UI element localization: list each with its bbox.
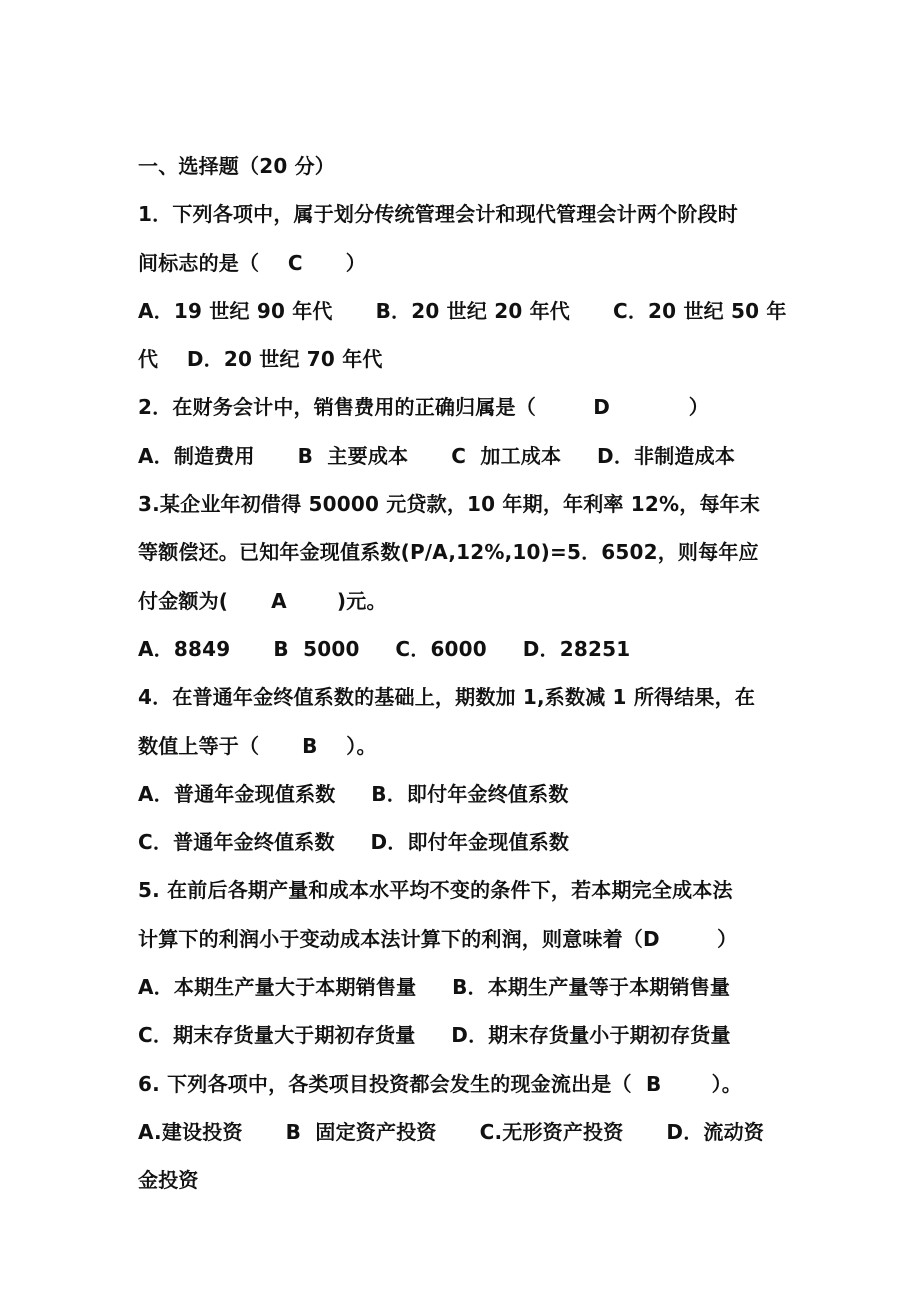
question-2-stem: 2．在财务会计中，销售费用的正确归属是（ D ）: [138, 395, 710, 420]
question-3-stem-line-3: 付金额为( A )元。: [138, 588, 387, 613]
question-1-stem-line-1: 1．下列各项中，属于划分传统管理会计和现代管理会计两个阶段时: [138, 202, 738, 227]
question-3-options: A．8849 B 5000 C．6000 D．28251: [138, 636, 631, 661]
question-6-options-line-1: A.建设投资 B 固定资产投资 C.无形资产投资 D．流动资: [138, 1119, 765, 1144]
question-6-stem: 6. 下列各项中，各类项目投资都会发生的现金流出是（ B ）。: [138, 1071, 742, 1096]
document-page: [138, 142, 798, 1205]
question-5-stem-line-2: 计算下的利润小于变动成本法计算下的利润，则意味着（D ）: [138, 926, 738, 951]
question-5-stem-line-1: 5. 在前后各期产量和成本水平均不变的条件下，若本期完全成本法: [138, 878, 733, 903]
question-5-options-line-1: A．本期生产量大于本期销售量 B．本期生产量等于本期销售量: [138, 975, 731, 1000]
question-1-options-line-2: 代 D．20 世纪 70 年代: [138, 347, 383, 372]
question-3-stem-line-2: 等额偿还。已知年金现值系数(P/A,12%,10)=5．6502，则每年应: [138, 540, 759, 565]
question-4-stem-line-2: 数值上等于（ B ）。: [138, 733, 377, 758]
question-3-stem-line-1: 3.某企业年初借得 50000 元贷款，10 年期，年利率 12%，每年末: [138, 492, 761, 517]
question-4-options-line-2: C．普通年金终值系数 D．即付年金现值系数: [138, 830, 570, 855]
question-4-stem-line-1: 4．在普通年金终值系数的基础上，期数加 1,系数减 1 所得结果，在: [138, 685, 756, 710]
question-5-options-line-2: C．期末存货量大于期初存货量 D．期末存货量小于期初存货量: [138, 1023, 731, 1048]
question-1-options-line-1: A．19 世纪 90 年代 B．20 世纪 20 年代 C．20 世纪 50 年: [138, 298, 787, 323]
section-title: 一、选择题（20 分）: [138, 154, 335, 178]
question-6-options-line-2: 金投资: [138, 1168, 199, 1193]
question-4-options-line-1: A．普通年金现值系数 B．即付年金终值系数: [138, 781, 569, 806]
question-1-stem-line-2: 间标志的是（ C ）: [138, 250, 366, 275]
question-2-options: A．制造费用 B 主要成本 C 加工成本 D．非制造成本: [138, 443, 736, 468]
